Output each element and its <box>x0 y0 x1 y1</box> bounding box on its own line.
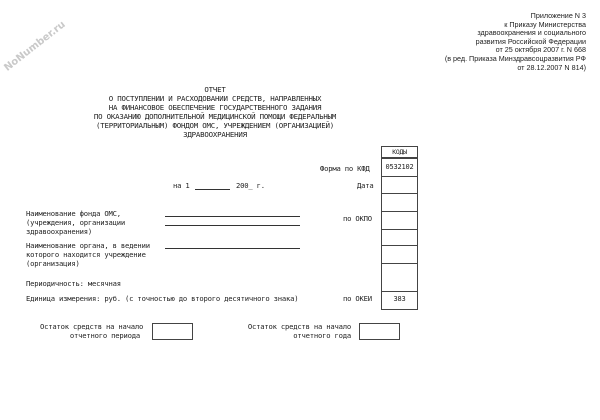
balance-period-label: отчетного периода <box>69 331 140 340</box>
balance-year-label: Остаток средств на начало <box>247 322 351 331</box>
balance-year-box[interactable] <box>359 323 400 340</box>
title-line: (ТЕРРИТОРИАЛЬНЫМ) ФОНДОМ ОМС, УЧРЕЖДЕНИЕМ (ОРГАНИЗАЦИЕЙ) <box>96 120 334 130</box>
title-line: ОТЧЕТ <box>204 85 226 94</box>
codes-divider <box>382 245 417 246</box>
annex-line: Приложение N 3 <box>530 11 586 20</box>
balance-year-label: отчетного года <box>293 331 351 340</box>
okpo-label: по ОКПО <box>343 214 372 223</box>
date-blank[interactable] <box>195 189 230 190</box>
fund-name-label: Наименование фонда ОМС, <box>26 209 121 218</box>
annex-line: от 25 октября 2007 г. N 668 <box>495 45 586 55</box>
fund-name-label: (учреждения, организации <box>26 218 126 227</box>
fund-name-field[interactable] <box>165 216 300 217</box>
fund-name-field[interactable] <box>165 225 300 226</box>
form-kfd-label: Форма по КФД <box>320 164 370 173</box>
balance-period-box[interactable] <box>152 323 193 340</box>
codes-divider <box>382 263 417 264</box>
codes-divider <box>382 291 417 292</box>
report-date-prefix: на 1 <box>173 181 190 190</box>
form-code: 0532102 <box>385 163 414 171</box>
report-title <box>60 86 370 139</box>
okei-code: 383 <box>393 295 406 303</box>
annex-header <box>326 12 586 72</box>
codes-header: КОДЫ <box>381 146 418 158</box>
annex-line: к Приказу Министерства <box>504 19 586 29</box>
codes-divider <box>382 193 417 194</box>
title-line: ЗДРАВООХРАНЕНИЯ <box>183 129 247 139</box>
unit-of-measure: Единица измерения: руб. (с точностью до второго десятичного знака) <box>26 294 299 303</box>
annex-line: (в ред. Приказа Минздравсоцразвития РФ <box>444 53 586 63</box>
organ-name-field[interactable] <box>165 248 300 249</box>
watermark: NoNumber.ru <box>2 19 68 74</box>
organ-name-label: (организация) <box>26 259 80 268</box>
codes-divider <box>382 211 417 212</box>
fund-name-label: здравоохранения) <box>26 227 93 236</box>
organ-name-label: которого находится учреждение <box>26 250 146 259</box>
annex-line: от 28.12.2007 N 814) <box>517 62 586 72</box>
codes-table <box>381 158 418 310</box>
title-line: О ПОСТУПЛЕНИИ И РАСХОДОВАНИИ СРЕДСТВ, НАПРАВЛЕННЫХ <box>108 93 322 103</box>
annex-line: развития Российской Федерации <box>475 36 586 46</box>
report-year: 200_ г. <box>236 181 265 190</box>
organ-name-label: Наименование органа, в ведении <box>26 241 150 250</box>
balance-period-label: Остаток средств на начало <box>40 322 144 331</box>
okei-label: по ОКЕИ <box>343 294 372 303</box>
date-label: Дата <box>357 181 374 190</box>
title-line: ПО ОКАЗАНИЮ ДОПОЛНИТЕЛЬНОЙ МЕДИЦИНСКОЙ ПОМОЩИ ФЕДЕРАЛЬНЫМ <box>93 111 337 121</box>
annex-line: здравоохранения и социального <box>477 28 586 38</box>
codes-divider <box>382 176 417 177</box>
periodicity: Периодичность: месячная <box>26 279 121 288</box>
codes-divider <box>382 229 417 230</box>
title-line: НА ФИНАНСОВОЕ ОБЕСПЕЧЕНИЕ ГОСУДАРСТВЕННОГО ЗАДАНИЯ <box>108 102 322 112</box>
